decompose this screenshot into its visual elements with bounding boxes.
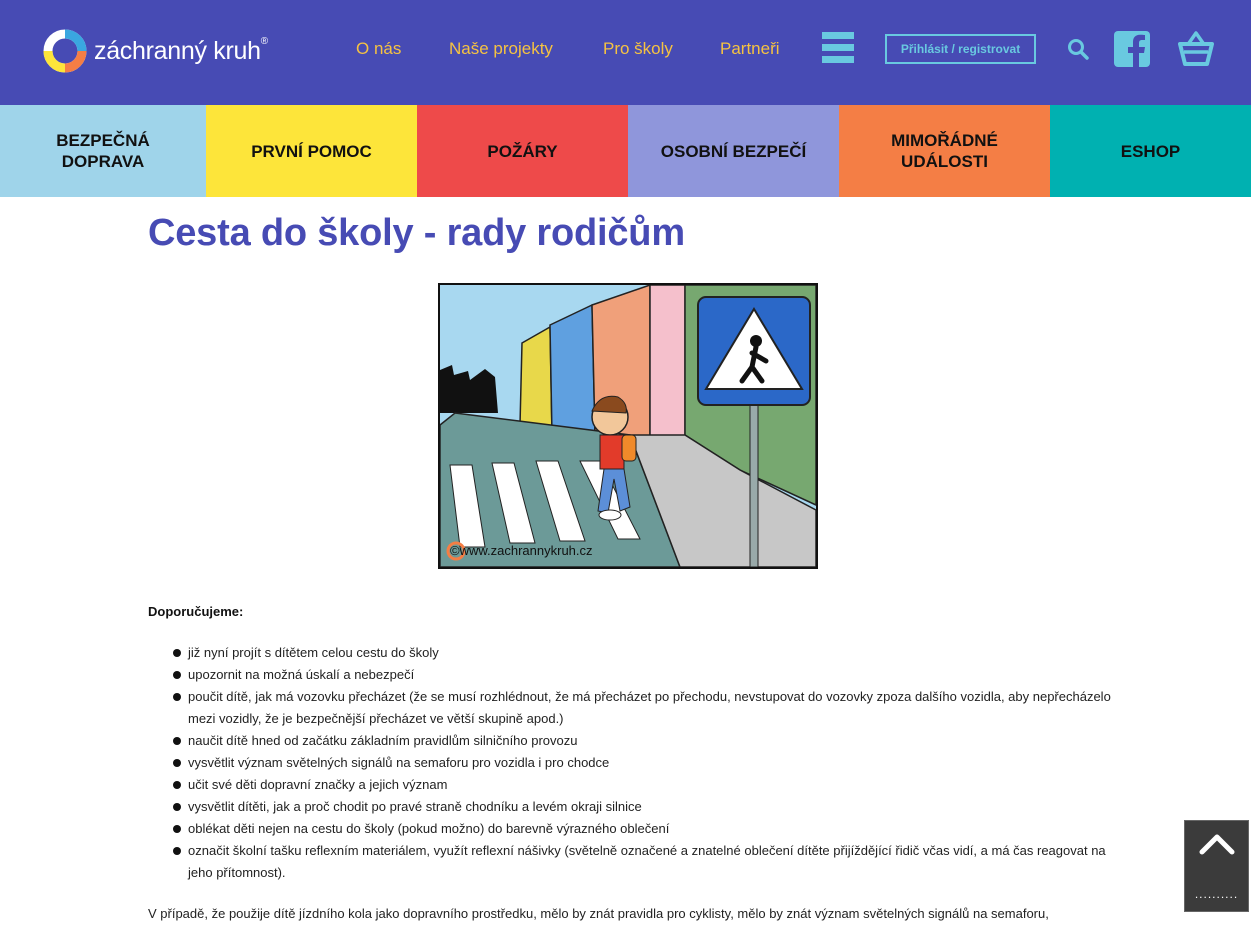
page-title: Cesta do školy - rady rodičům: [148, 212, 685, 254]
nav-pro-skoly[interactable]: Pro školy: [603, 39, 673, 58]
list-item: již nyní projít s dítětem celou cestu do školy: [188, 642, 1118, 664]
logo-ring-icon: [42, 28, 88, 74]
nav-o-nas[interactable]: O nás: [356, 39, 402, 58]
category-label: BEZPEČNÁ DOPRAVA: [56, 131, 150, 171]
back-to-top-button[interactable]: [1184, 820, 1249, 912]
nav-partneri[interactable]: Partneři: [720, 39, 780, 58]
logo-text: záchranný kruh: [94, 36, 261, 65]
category-bezpecna-doprava[interactable]: [0, 105, 206, 197]
category-label: OSOBNÍ BEZPEČÍ: [660, 141, 807, 161]
chevron-up-icon: [1199, 833, 1235, 855]
site-logo[interactable]: [42, 28, 268, 74]
recommend-heading: Doporučujeme:: [148, 604, 244, 619]
list-item: naučit dítě hned od začátku základním pravidlům silničního provozu: [188, 730, 1118, 752]
basket-icon[interactable]: [1178, 30, 1214, 68]
top-header: [0, 0, 1251, 105]
category-mimoradne-udalosti[interactable]: [839, 105, 1050, 197]
back-to-top-dots: ..........: [1194, 887, 1239, 901]
list-item: upozornit na možná úskalí a nebezpečí: [188, 664, 1118, 686]
list-item: vysvětlit význam světelných signálů na semaforu pro vozidla i pro chodce: [188, 752, 1118, 774]
category-label: POŽÁRY: [487, 141, 558, 161]
facebook-icon[interactable]: [1114, 31, 1150, 67]
list-item: oblékat děti nejen na cestu do školy (pokud možno) do barevně výrazného oblečení: [188, 818, 1118, 840]
list-item: vysvětlit dítěti, jak a proč chodit po pravé straně chodníku a levém okraji silnice: [188, 796, 1118, 818]
article-illustration: [438, 283, 818, 569]
image-watermark: ©www.zachrannykruh.cz: [450, 543, 593, 558]
category-bar: [0, 105, 1251, 197]
list-item: poučit dítě, jak má vozovku přecházet (že se musí rozhlédnout, že má přecházet po přechodu, nevstupovat do vozovky zpoza dalšího vozidla, aby nepřecházelo mezi vozidly, že je bezpečnější přecházet ve větší skupině apod.): [188, 686, 1118, 730]
article-paragraph: V případě, že použije dítě jízdního kola jako dopravního prostředku, mělo by znát pravidla pro cyklisty, mělo by znát význam světelných signálů na semaforu,: [148, 906, 1049, 921]
search-icon[interactable]: [1067, 38, 1089, 60]
category-label: MIMOŘÁDNÉ UDÁLOSTI: [891, 131, 998, 171]
nav-nase-projekty[interactable]: Naše projekty: [449, 39, 553, 58]
category-eshop[interactable]: [1050, 105, 1251, 197]
tips-list: [148, 642, 1118, 884]
login-button[interactable]: Přihlásit / registrovat: [885, 34, 1036, 64]
crossing-illustration: [440, 285, 816, 567]
category-prvni-pomoc[interactable]: [206, 105, 417, 197]
category-osobni-bezpeci[interactable]: [628, 105, 839, 197]
logo-registered-mark: ®: [260, 35, 269, 47]
category-label: ESHOP: [1120, 141, 1181, 161]
category-pozary[interactable]: [417, 105, 628, 197]
list-item: učit své děti dopravní značky a jejich význam: [188, 774, 1118, 796]
menu-icon[interactable]: [822, 32, 854, 68]
category-label: PRVNÍ POMOC: [251, 141, 372, 161]
list-item: označit školní tašku reflexním materiálem, využít reflexní nášivky (světelně označené a znatelné oblečení dítěte přijíždějící řidič včas vidí, a má čas reagovat na jeho přítomnost).: [188, 840, 1118, 884]
